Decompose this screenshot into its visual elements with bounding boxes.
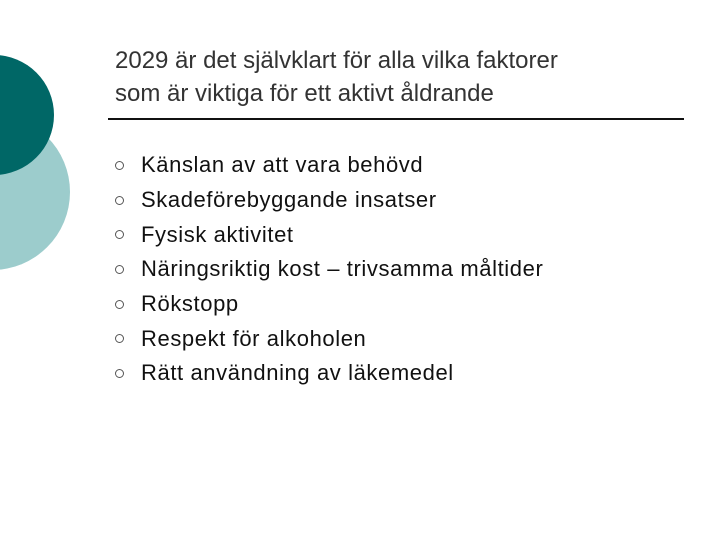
list-item <box>112 148 692 183</box>
list-item <box>112 252 692 287</box>
bullet-text: Rätt användning av läkemedel <box>141 360 454 386</box>
bullet-text: Näringsriktig kost – trivsamma måltider <box>141 256 544 282</box>
bullet-circle-icon <box>115 369 124 378</box>
bullet-text: Respekt för alkoholen <box>141 325 367 351</box>
bullet-circle-icon <box>115 196 124 205</box>
title-divider <box>108 118 684 120</box>
bullet-circle-icon <box>115 265 124 274</box>
bullet-text: Skadeförebyggande insatser <box>141 187 437 213</box>
bullet-circle-icon <box>115 161 124 170</box>
list-item <box>112 217 692 252</box>
bullet-text: Rökstopp <box>141 291 239 317</box>
list-item <box>112 321 692 356</box>
title-line-2: som är viktiga för ett aktivt åldrande <box>115 80 494 107</box>
slide-title <box>115 44 695 110</box>
decorative-circles <box>0 0 90 300</box>
list-item <box>112 287 692 322</box>
bullet-circle-icon <box>115 230 124 239</box>
list-item <box>112 356 692 391</box>
bullet-text: Känslan av att vara behövd <box>141 152 424 178</box>
bullet-text: Fysisk aktivitet <box>141 221 294 247</box>
title-line-1: 2029 är det självklart för alla vilka faktorer <box>115 47 558 74</box>
bullet-circle-icon <box>115 334 124 343</box>
bullet-list <box>112 148 692 391</box>
list-item <box>112 183 692 218</box>
bullet-circle-icon <box>115 300 124 309</box>
